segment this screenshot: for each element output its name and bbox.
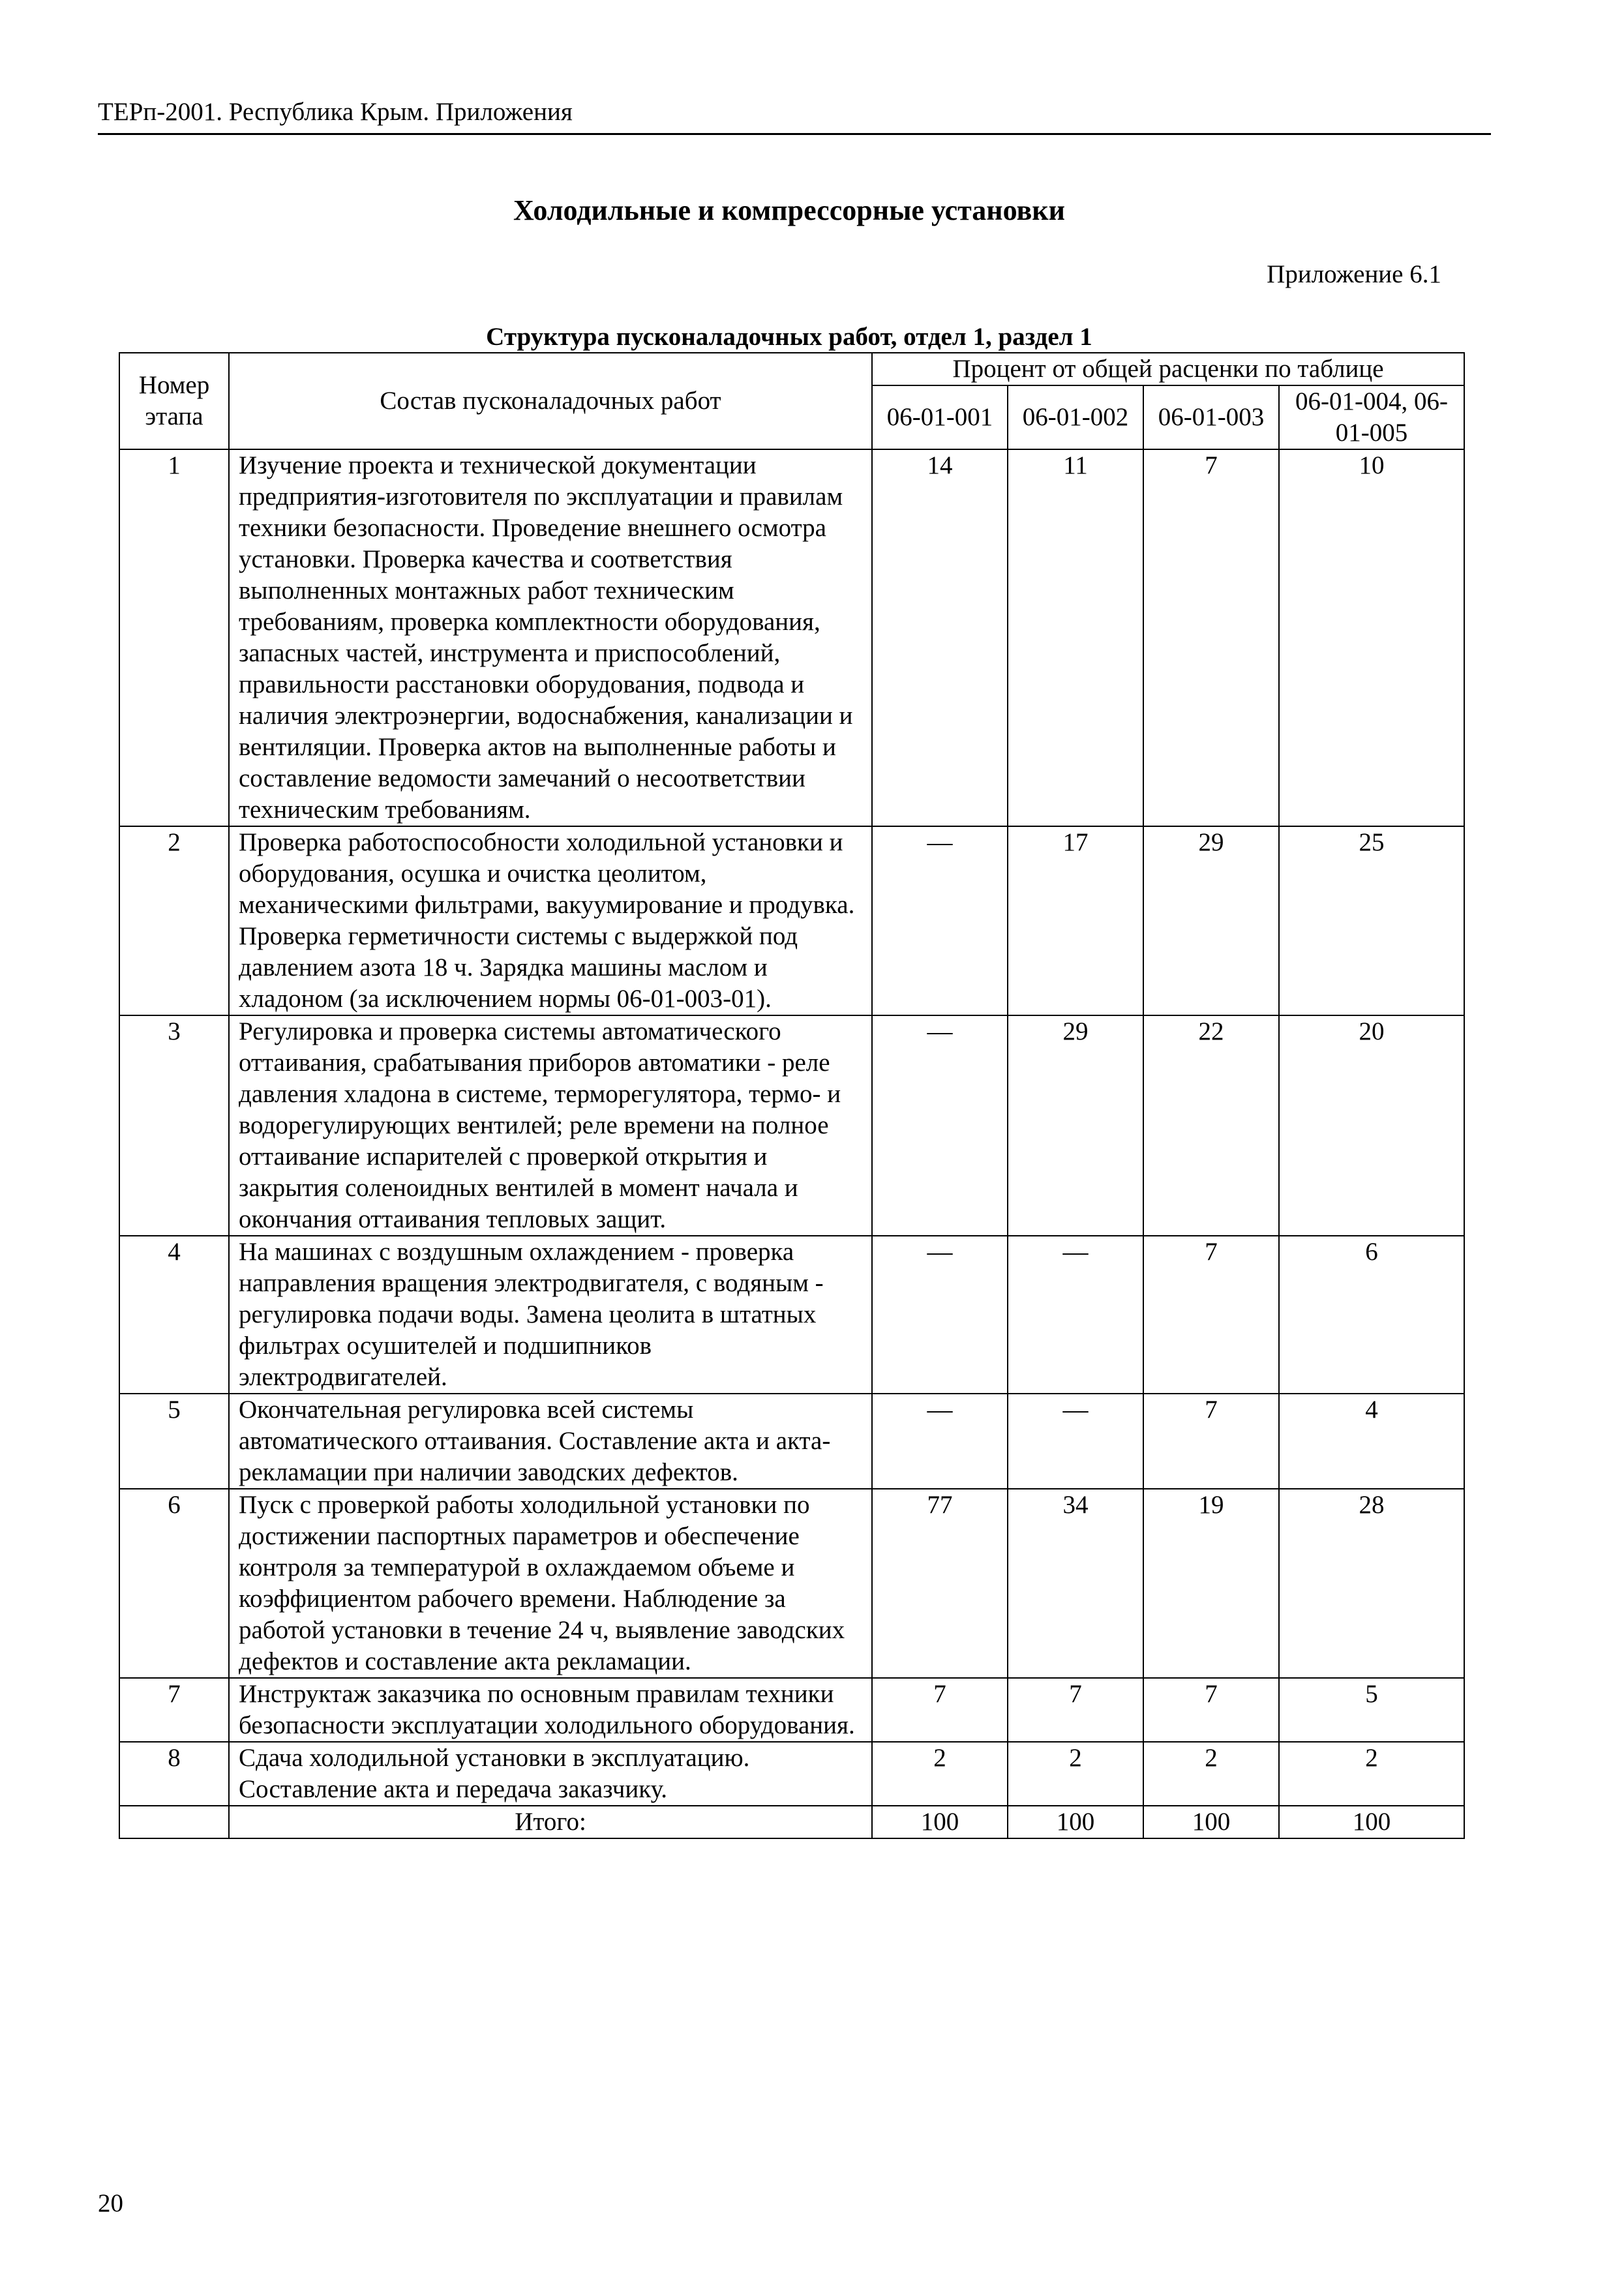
percent-value-cell: 4 bbox=[1279, 1394, 1464, 1489]
header-col-06-01-003: 06-01-003 bbox=[1143, 385, 1279, 449]
percent-value-cell: 7 bbox=[872, 1678, 1008, 1742]
percent-value-cell: 28 bbox=[1279, 1489, 1464, 1678]
percent-value-cell: 7 bbox=[1143, 449, 1279, 826]
dash-value-cell: — bbox=[872, 1236, 1008, 1394]
stage-number-cell: 2 bbox=[119, 826, 229, 1015]
percent-value-cell: 29 bbox=[1143, 826, 1279, 1015]
percent-value-cell: 5 bbox=[1279, 1678, 1464, 1742]
stage-number-cell: 8 bbox=[119, 1742, 229, 1806]
percent-value-cell: 34 bbox=[1008, 1489, 1143, 1678]
dash-value-cell: — bbox=[1008, 1236, 1143, 1394]
header-col-06-01-001: 06-01-001 bbox=[872, 385, 1008, 449]
header-stage-number: Номер этапа bbox=[119, 353, 229, 449]
table-caption: Структура пусконаладочных работ, отдел 1, раздел 1 bbox=[486, 323, 1092, 351]
table-body bbox=[119, 449, 1464, 1838]
table-row bbox=[119, 449, 1464, 826]
works-table bbox=[119, 352, 1465, 1839]
percent-value-cell: 14 bbox=[872, 449, 1008, 826]
table-row bbox=[119, 1394, 1464, 1489]
stage-description-cell: Проверка работоспособности холодильной установки и оборудования, осушка и очистка цеолитом, механическими фильтрами, вакуумирование и продувка. Проверка герметичности системы с выдержкой под давлением азота 18 ч. Зарядка машины маслом и хладоном (за исключением нормы 06-01-003-01). bbox=[229, 826, 872, 1015]
dash-value-cell: — bbox=[872, 1394, 1008, 1489]
percent-value-cell: 77 bbox=[872, 1489, 1008, 1678]
table-row bbox=[119, 1236, 1464, 1394]
header-col-06-01-004-005: 06-01-004, 06-01-005 bbox=[1279, 385, 1464, 449]
stage-number-cell: 3 bbox=[119, 1015, 229, 1236]
total-value-cell: 100 bbox=[1008, 1806, 1143, 1838]
stage-description-cell: Изучение проекта и технической документации предприятия-изготовителя по эксплуатации и правилам техники безопасности. Проведение внешнего осмотра установки. Проверка качества и соответствия выполненных монтажных работ техническим требованиям, проверка комплектности оборудования, запасных частей, инструмента и приспособлений, правильности расстановки оборудования, подвода и наличия электроэнергии, водоснабжения, канализации и вентиляции. Проверка актов на выполненные работы и составление ведомости замечаний о несоответствии техническим требованиям. bbox=[229, 449, 872, 826]
table-row bbox=[119, 1678, 1464, 1742]
stage-description-cell: Пуск с проверкой работы холодильной установки по достижении паспортных параметров и обеспечение контроля за температурой в охлаждаемом объеме и коэффициентом рабочего времени. Наблюдение за работой установки в течение 24 ч, выявление заводских дефектов и составление акта рекламации. bbox=[229, 1489, 872, 1678]
stage-description-cell: Регулировка и проверка системы автоматического оттаивания, срабатывания приборов автоматики - реле давления хладона в системе, терморегулятора, термо- и водорегулирующих вентилей; реле времени на полное оттаивание испарителей с проверкой открытия и закрытия соленоидных вентилей в момент начала и окончания оттаивания тепловых защит. bbox=[229, 1015, 872, 1236]
percent-value-cell: 7 bbox=[1143, 1236, 1279, 1394]
total-value-cell: 100 bbox=[1279, 1806, 1464, 1838]
percent-value-cell: 7 bbox=[1008, 1678, 1143, 1742]
total-value-cell: 100 bbox=[872, 1806, 1008, 1838]
appendix-label: Приложение 6.1 bbox=[1267, 260, 1441, 288]
percent-value-cell: 2 bbox=[1143, 1742, 1279, 1806]
dash-value-cell: — bbox=[1008, 1394, 1143, 1489]
percent-value-cell: 17 bbox=[1008, 826, 1143, 1015]
stage-number-cell: 1 bbox=[119, 449, 229, 826]
header-col-06-01-002: 06-01-002 bbox=[1008, 385, 1143, 449]
total-value-cell: 100 bbox=[1143, 1806, 1279, 1838]
page-title: Холодильные и компрессорные установки bbox=[513, 194, 1065, 226]
percent-value-cell: 20 bbox=[1279, 1015, 1464, 1236]
stage-description-cell: Окончательная регулировка всей системы автоматического оттаивания. Составление акта и акта-рекламации при наличии заводских дефектов. bbox=[229, 1394, 872, 1489]
stage-number-cell: 6 bbox=[119, 1489, 229, 1678]
header-percent-group: Процент от общей расценки по таблице bbox=[872, 353, 1464, 385]
dash-value-cell: — bbox=[872, 826, 1008, 1015]
stage-number-cell: 5 bbox=[119, 1394, 229, 1489]
running-header: ТЕРп-2001. Республика Крым. Приложения bbox=[98, 98, 573, 126]
stage-number-cell: 7 bbox=[119, 1678, 229, 1742]
stage-description-cell: Сдача холодильной установки в эксплуатацию. Составление акта и передача заказчику. bbox=[229, 1742, 872, 1806]
percent-value-cell: 7 bbox=[1143, 1678, 1279, 1742]
stage-description-cell: Инструктаж заказчика по основным правилам техники безопасности эксплуатации холодильного оборудования. bbox=[229, 1678, 872, 1742]
stage-description-cell: На машинах с воздушным охлаждением - проверка направления вращения электродвигателя, с водяным - регулировка подачи воды. Замена цеолита в штатных фильтрах осушителей и подшипников электродвигателей. bbox=[229, 1236, 872, 1394]
percent-value-cell: 11 bbox=[1008, 449, 1143, 826]
table-row bbox=[119, 826, 1464, 1015]
table-row bbox=[119, 1489, 1464, 1678]
percent-value-cell: 2 bbox=[1279, 1742, 1464, 1806]
stage-number-cell: 4 bbox=[119, 1236, 229, 1394]
total-empty-cell bbox=[119, 1806, 229, 1838]
percent-value-cell: 10 bbox=[1279, 449, 1464, 826]
percent-value-cell: 2 bbox=[872, 1742, 1008, 1806]
table-row bbox=[119, 1742, 1464, 1806]
total-label-cell: Итого: bbox=[229, 1806, 872, 1838]
header-composition: Состав пусконаладочных работ bbox=[229, 353, 872, 449]
page-number: 20 bbox=[98, 2189, 123, 2217]
percent-value-cell: 29 bbox=[1008, 1015, 1143, 1236]
table-row bbox=[119, 1015, 1464, 1236]
dash-value-cell: — bbox=[872, 1015, 1008, 1236]
percent-value-cell: 19 bbox=[1143, 1489, 1279, 1678]
percent-value-cell: 22 bbox=[1143, 1015, 1279, 1236]
header-rule bbox=[98, 133, 1491, 135]
percent-value-cell: 7 bbox=[1143, 1394, 1279, 1489]
total-row bbox=[119, 1806, 1464, 1838]
percent-value-cell: 25 bbox=[1279, 826, 1464, 1015]
percent-value-cell: 2 bbox=[1008, 1742, 1143, 1806]
percent-value-cell: 6 bbox=[1279, 1236, 1464, 1394]
table-header-row bbox=[119, 353, 1464, 385]
